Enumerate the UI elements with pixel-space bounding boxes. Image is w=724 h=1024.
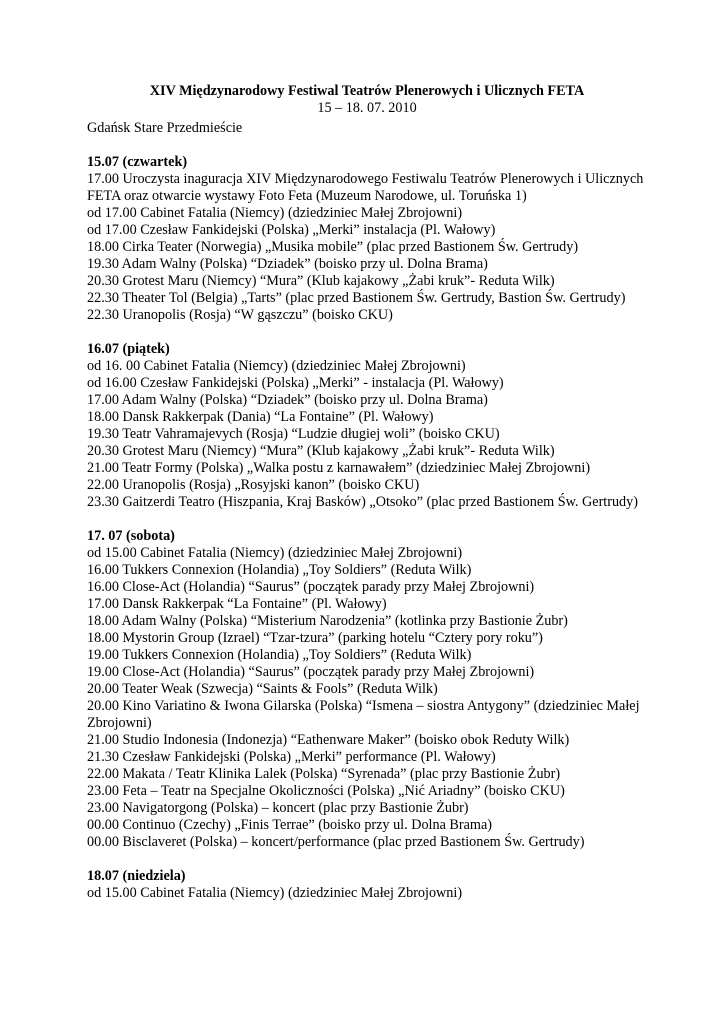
event-line: 16.00 Tukkers Connexion (Holandia) „Toy Soldiers” (Reduta Wilk): [87, 562, 472, 578]
event-line: 22.00 Makata / Teatr Klinika Lalek (Polska) “Syrenada” (plac przy Bastionie Żubr): [87, 766, 561, 782]
day-section-0715: [87, 154, 647, 324]
event-line: 23.30 Gaitzerdi Teatro (Hiszpania, Kraj Basków) „Otsoko” (plac przed Bastionem Św. Gertrudy): [87, 494, 638, 510]
event-line: od 16. 00 Cabinet Fatalia (Niemcy) (dziedziniec Małej Zbrojowni): [87, 358, 466, 374]
day-heading: 17. 07 (sobota): [87, 528, 175, 544]
day-heading: 15.07 (czwartek): [87, 154, 188, 170]
event-line: od 16.00 Czesław Fankidejski (Polska) „Merki” - instalacja (Pl. Wałowy): [87, 375, 504, 391]
event-line: 16.00 Close-Act (Holandia) “Saurus” (początek parady przy Małej Zbrojowni): [87, 579, 535, 595]
event-line: 19.30 Teatr Vahramajevych (Rosja) “Ludzie długiej woli” (boisko CKU): [87, 426, 500, 442]
festival-location: Gdańsk Stare Przedmieście: [87, 120, 243, 136]
event-line: 19.30 Adam Walny (Polska) “Dziadek” (boisko przy ul. Dolna Brama): [87, 256, 488, 272]
festival-dates: 15 – 18. 07. 2010: [317, 100, 417, 116]
event-line: 20.30 Grotest Maru (Niemcy) “Mura” (Klub kajakowy „Żabi kruk”- Reduta Wilk): [87, 443, 555, 459]
event-line: 19.00 Tukkers Connexion (Holandia) „Toy Soldiers” (Reduta Wilk): [87, 647, 472, 663]
event-line: 18.00 Dansk Rakkerpak (Dania) “La Fontaine” (Pl. Wałowy): [87, 409, 434, 425]
document-page: [87, 83, 647, 919]
day-section-0716: [87, 341, 647, 511]
event-line: 18.00 Cirka Teater (Norwegia) „Musika mobile” (plac przed Bastionem Św. Gertrudy): [87, 239, 579, 255]
event-line: 21.30 Czesław Fankidejski (Polska) „Merki” performance (Pl. Wałowy): [87, 749, 496, 765]
event-line: 22.30 Theater Tol (Belgia) „Tarts” (plac przed Bastionem Św. Gertrudy, Bastion Św. Gertrudy): [87, 290, 626, 306]
festival-title: XIV Międzynarodowy Festiwal Teatrów Plenerowych i Ulicznych FETA: [149, 83, 585, 99]
event-line: 21.00 Studio Indonesia (Indonezja) “Eathenware Maker” (boisko obok Reduty Wilk): [87, 732, 570, 748]
event-line: od 17.00 Cabinet Fatalia (Niemcy) (dziedziniec Małej Zbrojowni): [87, 205, 463, 221]
event-line: 23.00 Navigatorgong (Polska) – koncert (plac przy Bastionie Żubr): [87, 800, 469, 816]
day-heading: 16.07 (piątek): [87, 341, 170, 357]
event-line: 00.00 Continuo (Czechy) „Finis Terrae” (boisko przy ul. Dolna Brama): [87, 817, 492, 833]
event-line: 23.00 Feta – Teatr na Specjalne Okoliczności (Polska) „Nić Ariadny” (boisko CKU): [87, 783, 565, 799]
event-line: 00.00 Bisclaveret (Polska) – koncert/performance (plac przed Bastionem Św. Gertrudy): [87, 834, 585, 850]
event-line: 19.00 Close-Act (Holandia) “Saurus” (początek parady przy Małej Zbrojowni): [87, 664, 535, 680]
event-line: 18.00 Mystorin Group (Izrael) “Tzar-tzura” (parking hotelu “Cztery pory roku”): [87, 630, 543, 646]
event-line: 17.00 Adam Walny (Polska) “Dziadek” (boisko przy ul. Dolna Brama): [87, 392, 488, 408]
day-heading: 18.07 (niedziela): [87, 868, 186, 884]
event-line: 21.00 Teatr Formy (Polska) „Walka postu z karnawałem” (dziedziniec Małej Zbrojowni): [87, 460, 591, 476]
event-line: 20.30 Grotest Maru (Niemcy) “Mura” (Klub kajakowy „Żabi kruk”- Reduta Wilk): [87, 273, 555, 289]
event-line: od 15.00 Cabinet Fatalia (Niemcy) (dziedziniec Małej Zbrojowni): [87, 885, 463, 901]
event-line: 18.00 Adam Walny (Polska) “Misterium Narodzenia” (kotlinka przy Bastionie Żubr): [87, 613, 568, 629]
event-line: od 17.00 Czesław Fankidejski (Polska) „Merki” instalacja (Pl. Wałowy): [87, 222, 496, 238]
event-line: od 15.00 Cabinet Fatalia (Niemcy) (dziedziniec Małej Zbrojowni): [87, 545, 463, 561]
event-line: 22.00 Uranopolis (Rosja) „Rosyjski kanon” (boisko CKU): [87, 477, 420, 493]
day-section-0717: [87, 528, 647, 851]
event-line: 17.00 Uroczysta inaguracja XIV Międzynarodowego Festiwalu Teatrów Plenerowych i Ulicznych FETA oraz otwarcie wystawy Foto Feta (Muzeum Narodowe, ul. Toruńska 1): [87, 171, 644, 204]
event-line: 22.30 Uranopolis (Rosja) “W gąszczu” (boisko CKU): [87, 307, 393, 323]
event-line: 20.00 Teater Weak (Szwecja) “Saints & Fools” (Reduta Wilk): [87, 681, 438, 697]
event-line: 17.00 Dansk Rakkerpak “La Fontaine” (Pl. Wałowy): [87, 596, 387, 612]
day-section-0718: [87, 868, 647, 902]
event-line: 20.00 Kino Variatino & Iwona Gilarska (Polska) “Ismena – siostra Antygony” (dziedziniec Małej Zbrojowni): [87, 698, 640, 731]
